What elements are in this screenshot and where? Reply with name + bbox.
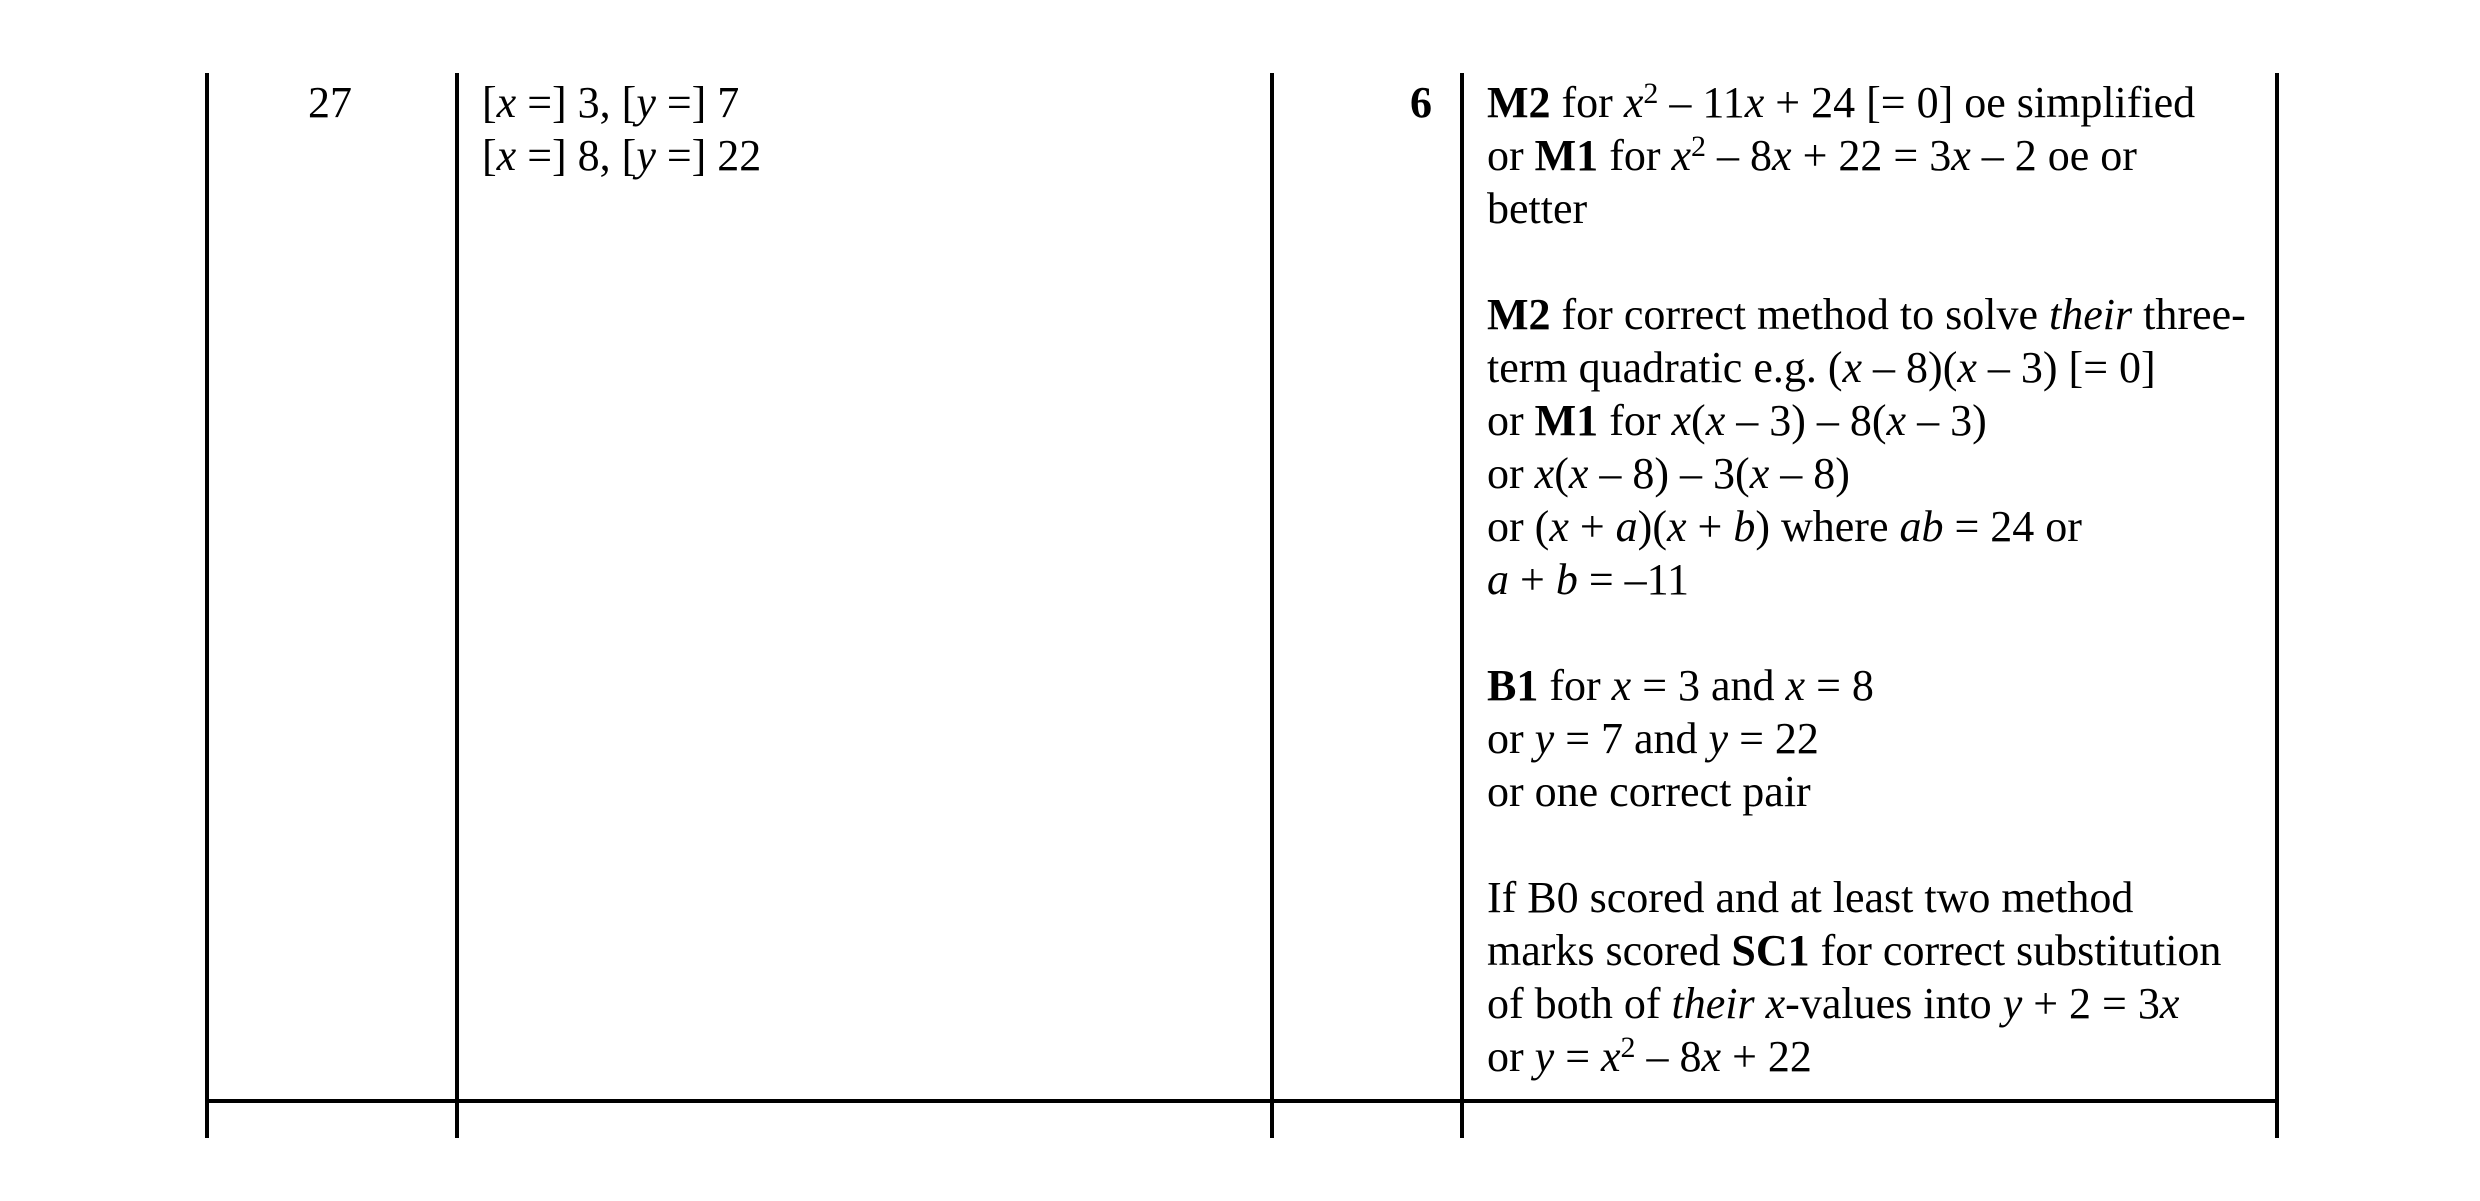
guidance-paragraph-m2-method: M2 for correct method to solve their three- term quadratic e.g. (x – 8)(x – 3) [= 0] or M1 for x(x – 3) – 8(x – 3) or x(x – 8) – 3(x – 8) or (x + a)(x + b) where ab = 24 or a + b = –11 bbox=[1487, 290, 2246, 604]
guidance-paragraph-sc1: If B0 scored and at least two method marks scored SC1 for correct substitution of both of their x-values into y + 2 = 3x or $y = x^2 - 8x + 22$ bbox=[1487, 873, 2222, 1081]
guidance-paragraph-b1: B1 for x = 3 and x = 8 or y = 7 and y = 22 or one correct pair bbox=[1487, 661, 1874, 816]
table-border-left bbox=[205, 73, 209, 1138]
column-divider-3 bbox=[1460, 73, 1464, 1138]
row-bottom-border bbox=[205, 1099, 2279, 1103]
answer-cell bbox=[482, 76, 761, 182]
column-divider-1 bbox=[455, 73, 459, 1138]
guidance-cell bbox=[1487, 76, 2246, 1083]
column-divider-2 bbox=[1270, 73, 1274, 1138]
marks-cell: 6 bbox=[1410, 78, 1432, 127]
table-border-right bbox=[2275, 73, 2279, 1138]
answer-line-2: [x =] 8, [y =] 22 bbox=[482, 131, 762, 180]
question-number: 27 bbox=[308, 78, 352, 127]
guidance-paragraph-m2-simplified: M2 for $x^2 - 11x + 24$ [= 0] oe simplified or M1 for $x^2 - 8x + 22 = 3x - 2$ oe or better bbox=[1487, 77, 2196, 233]
answer-line-1: [x =] 3, [y =] 7 bbox=[482, 78, 740, 127]
